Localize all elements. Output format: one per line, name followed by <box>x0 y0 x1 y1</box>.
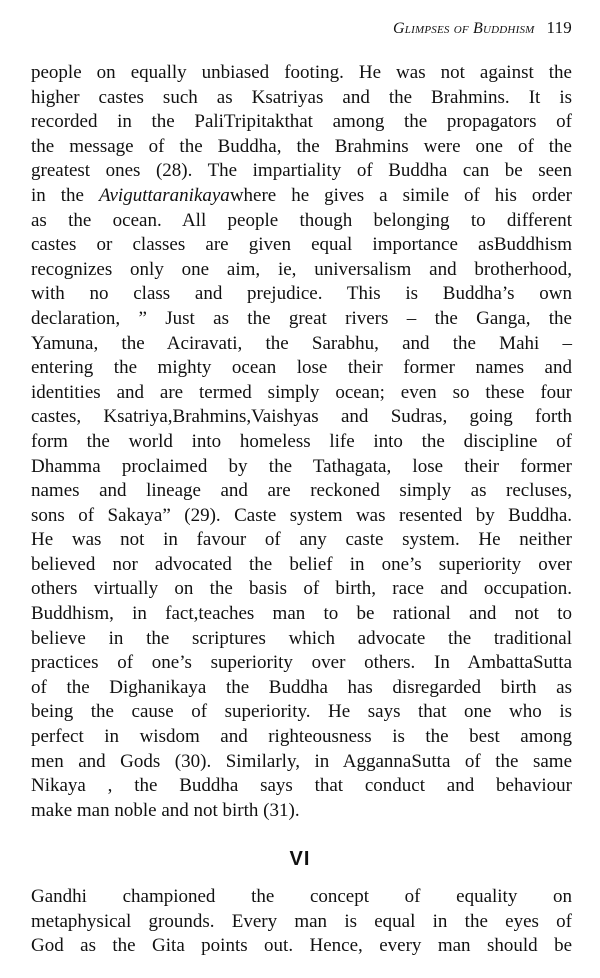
text-line: metaphysical grounds. Every man is equal in the eyes of <box>31 910 572 932</box>
section-heading: VI <box>289 848 311 870</box>
running-head <box>393 18 572 38</box>
page-number: 119 <box>546 18 572 37</box>
text-line: Gandhi championed the concept of equality on <box>31 886 572 907</box>
text-line: believe in the scriptures which advocate the traditional <box>31 627 572 649</box>
text-line: of the Dighanikaya the Buddha has disregarded birth as <box>31 676 572 698</box>
text-line: Buddhism, in fact,teaches man to be rational and not to <box>31 603 572 625</box>
text-line: as the ocean. All people though belonging to different <box>31 209 572 231</box>
text-line: names and lineage and are reckoned simply as recluses, <box>31 480 572 502</box>
italic-title: Aviguttaranikaya <box>98 184 230 206</box>
text-line: castes or classes are given equal importance asBuddhism <box>31 234 572 256</box>
text-fragment: where he gives a simile of his order <box>229 184 572 206</box>
paragraph-main <box>31 61 572 823</box>
paragraph-next <box>31 885 572 959</box>
text-line: recognizes only one aim, ie, universalism and brotherhood, <box>31 258 572 280</box>
text-line: perfect in wisdom and righteousness is the best among <box>31 726 572 748</box>
text-line: people on equally unbiased footing. He was not against the <box>31 62 572 83</box>
text-line: castes, Ksatriya,Brahmins,Vaishyas and Sudras, going forth <box>31 406 572 428</box>
text-line: Dhamma proclaimed by the Tathagata, lose their former <box>31 455 572 477</box>
text-line: with no class and prejudice. This is Buddha’s own <box>31 283 572 305</box>
text-line: form the world into homeless life into the discipline of <box>31 430 572 452</box>
text-line: identities and are termed simply ocean; even so these four <box>31 381 572 403</box>
text-line: sons of Sakaya” (29). Caste system was resented by Buddha. <box>31 504 572 526</box>
text-line: Nikaya , the Buddha says that conduct and behaviour <box>31 775 572 797</box>
text-line: God as the Gita points out. Hence, every man should be <box>31 935 572 957</box>
text-fragment: in the <box>31 184 99 206</box>
text-line: others virtually on the basis of birth, race and occupation. <box>31 578 572 600</box>
text-line: being the cause of superiority. He says that one who is <box>31 701 572 723</box>
text-line: He was not in favour of any caste system. He neither <box>31 529 572 551</box>
text-line: declaration, ” Just as the great rivers – the Ganga, the <box>31 307 572 329</box>
text-line-with-italic <box>31 184 572 209</box>
text-line-last: make man noble and not birth (31). <box>31 799 300 821</box>
text-line: Yamuna, the Aciravati, the Sarabhu, and the Mahi – <box>31 332 572 354</box>
text-line: higher castes such as Ksatriyas and the Brahmins. It is <box>31 86 572 108</box>
text-line: believed nor advocated the belief in one’s superiority over <box>31 553 572 575</box>
text-line: men and Gods (30). Similarly, in AggannaSutta of the same <box>31 750 572 772</box>
text-line: practices of one’s superiority over others. In AmbattaSutta <box>31 652 572 674</box>
text-line: the message of the Buddha, the Brahmins were one of the <box>31 135 572 157</box>
text-line: greatest ones (28). The impartiality of Buddha can be seen <box>31 160 572 182</box>
running-head-title: Glimpses of Buddhism <box>393 20 535 37</box>
text-line: recorded in the PaliTripitakthat among the propagators of <box>31 111 572 133</box>
text-line: entering the mighty ocean lose their former names and <box>31 357 572 379</box>
